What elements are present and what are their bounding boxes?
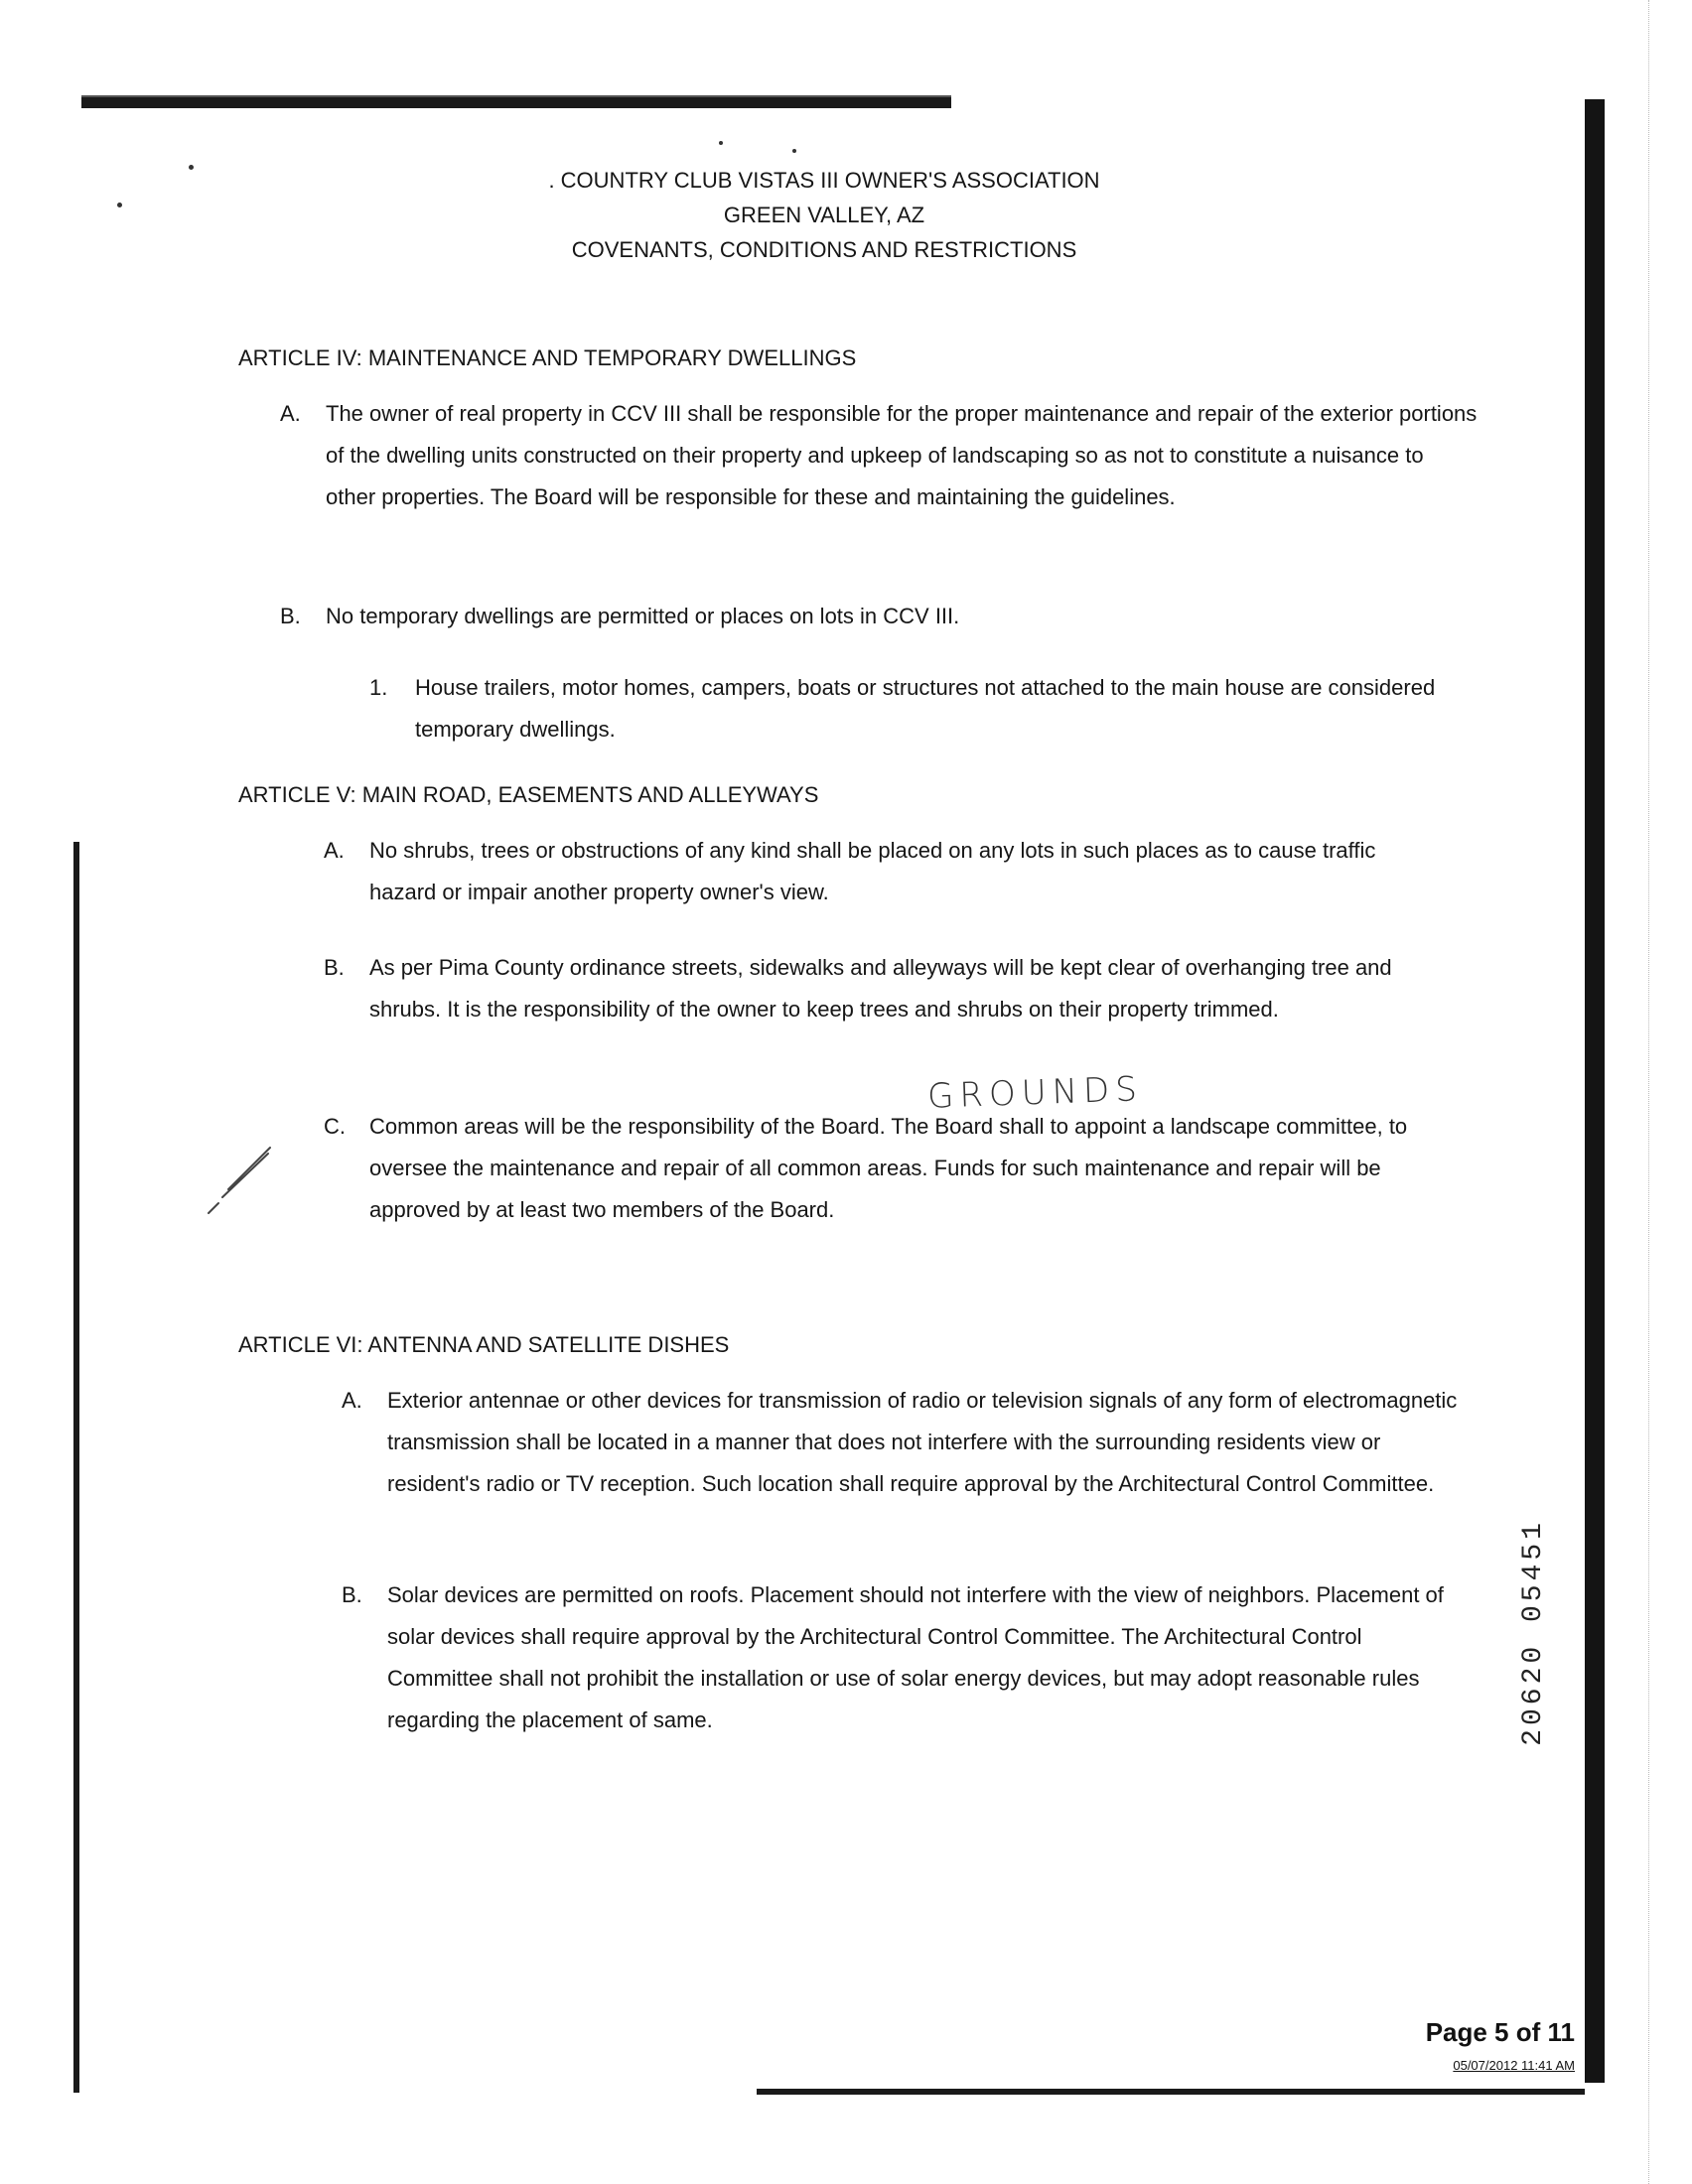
item-text: Solar devices are permitted on roofs. Placement should not interfere with the view of neighbors. Placement of solar devices shall require approval by the Architectural Control Committee. The Architectural Control Committee shall not prohibit the installation or use of solar energy devices, but may adopt reasonable rules regarding the placement of same. [387,1582,1444,1732]
article-v-title: ARTICLE V: MAIN ROAD, EASEMENTS AND ALLEYWAYS [238,782,819,807]
item-text: No shrubs, trees or obstructions of any kind shall be placed on any lots in such places as to cause traffic hazard or impair another property owner's view. [369,838,1376,904]
item-text: Exterior antennae or other devices for transmission of radio or television signals of any form of electromagnetic transmission shall be located in a manner that does not interfere with the surrounding residents view or resident's radio or TV reception. Such location shall require approval by the Architectural Control Committee. [387,1388,1458,1496]
item-letter: C. [324,1114,346,1139]
article-v-item-a [324,830,1495,913]
article-vi-title: ARTICLE VI: ANTENNA AND SATELLITE DISHES [238,1332,730,1357]
header-subtitle: COVENANTS, CONDITIONS AND RESTRICTIONS [571,237,1077,262]
article-iv-title: ARTICLE IV: MAINTENANCE AND TEMPORARY DWELLINGS [238,345,857,370]
item-text: No temporary dwellings are permitted or places on lots in CCV III. [326,604,960,628]
item-letter: B. [342,1582,362,1607]
item-text: As per Pima County ordinance streets, sidewalks and alleyways will be kept clear of overhanging tree and shrubs. It is the responsibility of the owner to keep trees and shrubs on their property trimmed. [369,955,1392,1022]
page-number: Page 5 of 11 [1425,2017,1575,2047]
handwritten-annotation: GROUNDS [926,1069,1144,1117]
item-text: House trailers, motor homes, campers, boats or structures not attached to the main house are considered temporary dwellings. [415,675,1436,742]
item-text: The owner of real property in CCV III shall be responsible for the proper maintenance and repair of the exterior portions of the dwelling units constructed on their property and upkeep of landscaping so as not to constitute a nuisance to other properties. The Board will be responsible for these and maintaining the guidelines. [326,401,1478,509]
item-number: 1. [369,675,388,700]
document-header [477,163,1172,267]
article-iv-item-b [280,596,1452,637]
item-letter: B. [280,604,301,628]
item-letter: B. [324,955,345,980]
header-location: GREEN VALLEY, AZ [723,203,925,227]
article-v-item-c [324,1106,1495,1231]
side-recording-stamp: 20620 05451 [1518,1519,1549,1746]
article-v-item-b [324,947,1495,1030]
item-letter: A. [342,1388,362,1413]
article-vi-item-b [342,1574,1513,1741]
item-letter: A. [280,401,301,426]
article-iv-item-a [280,393,1478,518]
article-vi-item-a [342,1380,1513,1505]
pen-mark-icon [199,1140,278,1219]
item-letter: A. [324,838,345,863]
article-iv-item-b1 [369,667,1541,751]
print-timestamp: 05/07/2012 11:41 AM [1453,2058,1575,2073]
item-text: Common areas will be the responsibility of the Board. The Board shall to appoint a landscape committee, to oversee the maintenance and repair of all common areas. Funds for such maintenance and repair will be approved by at least two members of the Board. [369,1114,1408,1222]
header-association: . COUNTRY CLUB VISTAS III OWNER'S ASSOCIATION [548,168,1100,193]
